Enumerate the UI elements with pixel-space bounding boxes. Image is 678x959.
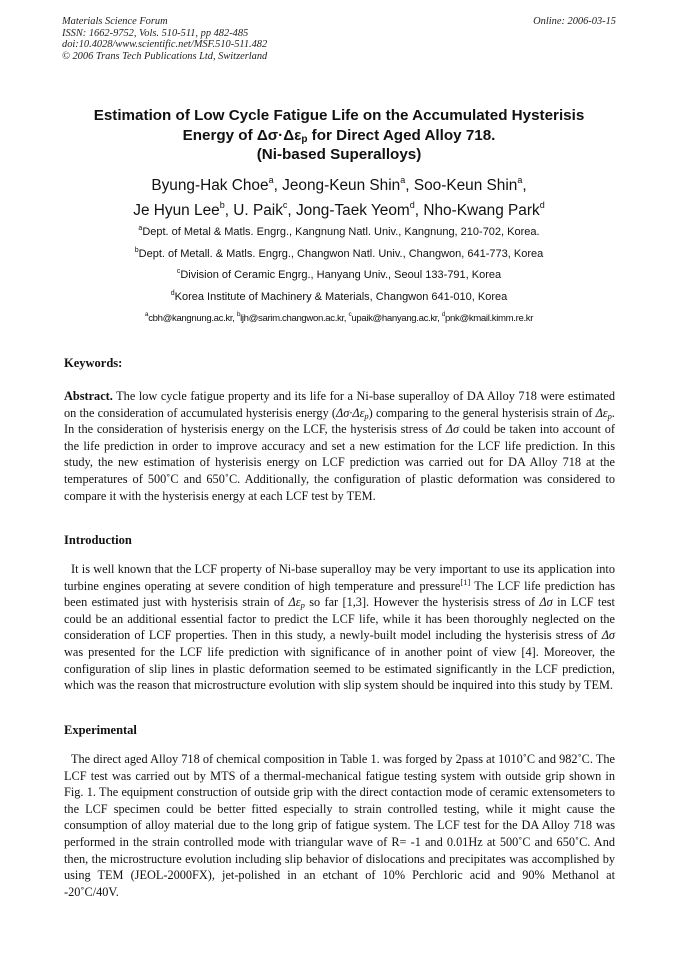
affiliation-sup: c (176, 268, 181, 275)
email-link[interactable]: ljh@sarim.changwon.ac.kr, (240, 313, 347, 324)
intro-math: Δσ (539, 595, 553, 610)
affiliation-b (40, 244, 638, 266)
introduction-heading: Introduction (64, 533, 132, 547)
title-line-2-end: for Direct Aged Alloy 718. (307, 126, 496, 144)
title-line-2-start: Energy of Δσ·Δε (182, 126, 302, 144)
author-sup: b (219, 199, 225, 210)
citation-ref: [1] (460, 576, 471, 587)
email-link[interactable]: cbh@kangnung.ac.kr, (148, 313, 235, 324)
affiliation-text: Division of Ceramic Engrg., Hanyang Univ., Seoul 133-791, Korea (180, 269, 502, 281)
online-date: Online: 2006-03-15 (533, 16, 616, 27)
intro-math: Δσ (601, 628, 615, 643)
intro-text: The LCF life prediction has been estimated just with hysterisis strain of (64, 578, 616, 610)
abstract-text: The low cycle fatigue property and its life for a Ni-base superalloy of DA Alloy 718 were estimated on the consideration of accumulated hysterisis energy ( (64, 389, 615, 420)
intro-text: in LCF test could be an additional essential factor to predict the LCF life, while it has been thoroughly neglected on the consideration of LCF properties. Then in this study, a newly-built model including the hysterisis stress of (64, 595, 615, 643)
affiliation-text: Dept. of Metal & Matls. Engrg., Kangnung Natl. Univ., Kangnung, 210-702, Korea. (142, 226, 540, 238)
author-name: U. Paik (233, 201, 283, 219)
author-emails (40, 308, 638, 330)
author-name: Je Hyun Lee (133, 201, 220, 219)
author-name: Byung-Hak Choe (151, 177, 269, 194)
email-link[interactable]: pnk@kmail.kimm.re.kr (445, 313, 534, 324)
affiliation-a (40, 222, 638, 244)
introduction-paragraph (64, 561, 615, 694)
abstract-math (336, 406, 369, 420)
math-subscript: p (300, 600, 305, 611)
affiliation-sup: b (134, 246, 139, 254)
title-line-2 (40, 126, 638, 146)
intro-text: It is well known that the LCF property of Ni-base superalloy may be very important to use its application into turbine engines operating at severe condition of high temperature and pressure (64, 562, 615, 593)
author-line-2: Je Hyun Lee$^b$, U. Paik$^c$, Jong-Taek Yeom$^d$, Nho-Kwang Park$^d$ (133, 199, 545, 219)
abstract-text: could be taken into account of the life prediction in order to improve accuracy and set a new estimation for the LCF life prediction. In this study, the new estimation of hysterisis energy on LCF prediction was carried out for DA Alloy 718 at the temperatures of 500˚C and 650˚C. Additionally, the configuration of plastic deformation was considered to compare it with the hysterisis energy at each LCF test by TEM. (64, 422, 615, 503)
affiliation-text: Korea Institute of Machinery & Materials, Changwon 641-010, Korea (174, 290, 508, 303)
email-sup: d (441, 311, 446, 318)
experimental-paragraph: The direct aged Alloy 718 of chemical composition in Table 1. was forged by 2pass at 1010˚C and 982˚C. The LCF test was carried out by MTS of a thermal-mechanical fatigue testing system with outside grip shown in Fig. 1. The equipment construction of outside grip with the direct contaction mode of ceramic extensometers to the LCF specimen could be better fitted especially to strain controlled testing, while it might cause the consumption of alloy material due to the long grip of fatigue system. The LCF test for the DA Alloy 718 was performed in the strain controlled mode with triangular wave of R= -1 and 0.01Hz at 500˚C and 650˚C. And then, the microstructure evolution including slip behavior of dislocations and precipitates was accomplished by using TEM (JEOL-2000FX), jet-polished in an etchant of 10% Perchloric acid and 90% Methanol at -20˚C/40V. (64, 752, 615, 899)
author-sup: a (517, 175, 523, 185)
email-sup: c (348, 311, 352, 318)
title-subscript: p (301, 133, 308, 145)
intro-text: was presented for the LCF life prediction with significance of in another point of view [4]. Moreover, the configuration of slip lines in plastic deformation seemed to be estimated significantly in the LCF prediction, which was the reason that microstructure evolution with slip system should be inquired into this study by TEM. (64, 644, 615, 693)
author-sup: a (400, 175, 406, 185)
journal-doi: doi:10.4028/www.scientific.net/MSF.510-511.482 (62, 39, 268, 51)
author-name: Jeong-Keun Shin (282, 177, 401, 194)
author-sup: d (409, 199, 415, 210)
journal-name: Materials Science Forum (62, 16, 168, 27)
affiliation-d (40, 287, 638, 309)
email-sup: b (236, 311, 241, 318)
abstract-paragraph (64, 388, 615, 504)
math-symbol: Δσ·Δε (336, 405, 365, 420)
author-name: Soo-Keun Shin (413, 177, 518, 194)
title-line-3: (Ni-based Superalloys) (256, 146, 422, 163)
affiliation-sup: a (138, 225, 143, 232)
keywords-label: Keywords: (64, 356, 123, 370)
abstract-text: . In the consideration of hysterisis energy on the LCF, the hysterisis stress of (64, 405, 615, 437)
affiliation-sup: d (170, 289, 175, 297)
email-sup: a (144, 311, 149, 318)
author-sup: c (282, 199, 288, 210)
math-symbol: Δε (288, 595, 301, 610)
affiliation-c (40, 265, 638, 287)
math-symbol: Δε (595, 405, 608, 420)
affiliation-list (40, 222, 638, 330)
abstract-label: Abstract. (64, 389, 113, 403)
experimental-heading: Experimental (64, 723, 137, 737)
author-name: Jong-Taek Yeom (295, 201, 410, 219)
journal-issn: ISSN: 1662-9752, Vols. 510-511, pp 482-485 (62, 27, 249, 39)
abstract-text: ) comparing to the general hysterisis strain of (368, 405, 596, 420)
author-sup: d (539, 199, 545, 210)
email-link[interactable]: upaik@hanyang.ac.kr, (351, 313, 440, 324)
abstract-math: Δσ (445, 422, 460, 437)
author-sup: a (268, 175, 274, 185)
title-line-1: Estimation of Low Cycle Fatigue Life on the Accumulated Hysterisis (93, 107, 585, 124)
intro-math (289, 595, 305, 609)
math-subscript: p (364, 410, 369, 421)
intro-text: so far [1,3]. However the hysterisis stress of (304, 595, 540, 610)
journal-header (62, 16, 616, 62)
math-subscript: p (607, 410, 612, 421)
affiliation-text: Dept. of Metall. & Matls. Engrg., Changwon Natl. Univ., Changwon, 641-773, Korea (138, 247, 544, 260)
paper-title (40, 106, 638, 165)
author-line-1: Byung-Hak Choe$^a$, Jeong-Keun Shin$^a$, Soo-Keun Shin$^a$, (151, 175, 527, 194)
author-list (40, 174, 638, 223)
abstract-math (596, 406, 612, 420)
journal-copyright: © 2006 Trans Tech Publications Ltd, Switzerland (62, 50, 268, 62)
author-name: Nho-Kwang Park (423, 201, 540, 219)
